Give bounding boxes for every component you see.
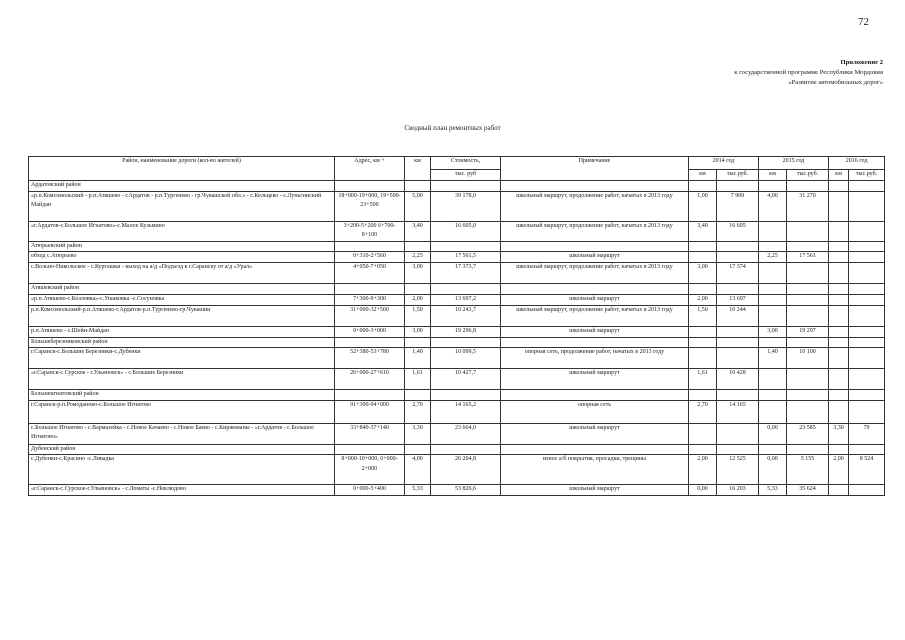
cell-km14: 1,61 (689, 369, 717, 390)
cell-km14: 2,00 (689, 294, 717, 305)
cell-km: 3,30 (405, 423, 431, 444)
cell-rub14: 7 909 (717, 191, 759, 221)
table-row (29, 252, 885, 263)
empty-cell (717, 241, 759, 252)
cell-km14: 3,00 (689, 263, 717, 284)
cell-name: обход с.Атюрьево (29, 252, 335, 263)
empty-cell (431, 284, 501, 295)
header-2016-rub: тыс.руб. (849, 170, 885, 181)
district-row (29, 241, 885, 252)
empty-cell (849, 444, 885, 455)
empty-cell (431, 444, 501, 455)
cell-km16 (829, 348, 849, 369)
cell-address: 0+310-2+560 (335, 252, 405, 263)
cell-name: «р.п.Комсомольский - р.п.Атяшево - г.Ардатов - р.п.Тургенево - гр.Чувашской обл.» - с.Кельцево - с.Луньгинский Майдан (29, 191, 335, 221)
empty-cell (501, 181, 689, 192)
empty-cell (689, 241, 717, 252)
empty-cell (759, 444, 787, 455)
cell-rub16 (849, 294, 885, 305)
empty-cell (849, 241, 885, 252)
cell-address: 52+380-53+780 (335, 348, 405, 369)
cell-cost: 17 373,7 (431, 263, 501, 284)
cell-cost: 39 178,0 (431, 191, 501, 221)
cell-km14: 1,00 (689, 191, 717, 221)
empty-cell (689, 390, 717, 401)
table-row (29, 305, 885, 326)
empty-cell (829, 284, 849, 295)
cell-note: школьный маршрут (501, 294, 689, 305)
empty-cell (829, 337, 849, 348)
repair-plan-table (28, 156, 885, 496)
cell-rub16 (849, 305, 885, 326)
cell-rub14 (717, 252, 759, 263)
appendix-line-2: «Развитие автомобильных дорог» (788, 79, 883, 86)
appendix-line-1: к государственной программе Республики Мордовия (734, 69, 883, 76)
cell-rub15: 35 624 (787, 485, 829, 496)
cell-rub16 (849, 400, 885, 423)
table-row (29, 326, 885, 337)
cell-km: 1,40 (405, 348, 431, 369)
cell-km15 (759, 221, 787, 241)
cell-address: 33+840-37+140 (335, 423, 405, 444)
cell-km16: 3,30 (829, 423, 849, 444)
empty-cell (717, 181, 759, 192)
cell-name: «р.п.Атяшево-с.Козловка»-с.Ушаковка -с.Сосуновка (29, 294, 335, 305)
cell-km14 (689, 252, 717, 263)
empty-cell (405, 241, 431, 252)
cell-km14: 2,70 (689, 400, 717, 423)
page-number: 72 (858, 16, 869, 28)
cell-cost: 53 826,6 (431, 485, 501, 496)
cell-rub16 (849, 252, 885, 263)
cell-address: 8+000-10+000, 0+000-2+000 (335, 455, 405, 485)
table-row (29, 400, 885, 423)
empty-cell (849, 337, 885, 348)
cell-km: 1,50 (405, 305, 431, 326)
cell-km14: 3,40 (689, 221, 717, 241)
cell-rub14 (717, 423, 759, 444)
empty-cell (787, 337, 829, 348)
cell-km: 4,00 (405, 455, 431, 485)
cell-km: 3,00 (405, 263, 431, 284)
cell-rub16 (849, 485, 885, 496)
cell-name: г.Саранск-р.п.Ромоданово-с.Большое Игнатово (29, 400, 335, 423)
district-name: Ардатовский район (29, 181, 335, 192)
cell-km: 3,40 (405, 221, 431, 241)
cell-rub14 (717, 326, 759, 337)
cell-rub16 (849, 369, 885, 390)
district-name: Атюрьевский район (29, 241, 335, 252)
cell-rub14: 14 165 (717, 400, 759, 423)
empty-cell (501, 241, 689, 252)
empty-cell (501, 444, 689, 455)
cell-cost: 10 427,7 (431, 369, 501, 390)
cell-address: 31+000-32+500 (335, 305, 405, 326)
cell-address: 91+300-94+000 (335, 400, 405, 423)
empty-cell (717, 337, 759, 348)
header-2014-rub: тыс.руб. (717, 170, 759, 181)
cell-km15: 3,00 (759, 326, 787, 337)
cell-km16 (829, 305, 849, 326)
cell-km15: 5,33 (759, 485, 787, 496)
cell-rub15: 23 585 (787, 423, 829, 444)
cell-name: с.Дубенки-с.Красино -с.Ливадка (29, 455, 335, 485)
empty-cell (689, 444, 717, 455)
table-body (29, 181, 885, 496)
cell-km: 3,00 (405, 326, 431, 337)
cell-km14 (689, 348, 717, 369)
cell-cost: 13 697,2 (431, 294, 501, 305)
cell-address: 0+000-3+000 (335, 326, 405, 337)
cell-km15: 0,00 (759, 455, 787, 485)
header-2016: 2016 год (829, 157, 885, 170)
cell-rub15 (787, 369, 829, 390)
table-row (29, 221, 885, 241)
cell-km: 2,00 (405, 294, 431, 305)
cell-rub14: 13 697 (717, 294, 759, 305)
cell-km15: 0,00 (759, 423, 787, 444)
cell-km16 (829, 485, 849, 496)
cell-address: 3+200-5+200 6+700-8+100 (335, 221, 405, 241)
cell-km16 (829, 369, 849, 390)
empty-cell (431, 337, 501, 348)
empty-cell (431, 181, 501, 192)
cell-rub15 (787, 400, 829, 423)
header-note: Примечание (501, 157, 689, 181)
cell-name: «г.Ардатов-с.Большое Игнатово»-с.Малое Кузьмино (29, 221, 335, 241)
empty-cell (759, 337, 787, 348)
cell-rub14 (717, 348, 759, 369)
empty-cell (501, 390, 689, 401)
empty-cell (759, 241, 787, 252)
cell-km16 (829, 294, 849, 305)
cell-note: опорная сеть, продолжение работ, начатых в 2013 году (501, 348, 689, 369)
table-row (29, 485, 885, 496)
cell-rub14: 12 525 (717, 455, 759, 485)
cell-name: «г.Саранск-с.Сурское - г.Ульяновск» - с.Большие Березники (29, 369, 335, 390)
cell-km16 (829, 326, 849, 337)
cell-address: 18+000-19+000, 19+500-23+500 (335, 191, 405, 221)
cell-rub15 (787, 263, 829, 284)
empty-cell (849, 390, 885, 401)
cell-cost: 23 664,0 (431, 423, 501, 444)
cell-km15 (759, 294, 787, 305)
cell-km16 (829, 400, 849, 423)
district-name: Большеберезниковский район (29, 337, 335, 348)
empty-cell (849, 284, 885, 295)
empty-cell (501, 284, 689, 295)
appendix-title: Приложение 2 (840, 59, 883, 66)
cell-cost: 10 243,7 (431, 305, 501, 326)
header-2015-rub: тыс.руб. (787, 170, 829, 181)
district-name: Дубенский район (29, 444, 335, 455)
empty-cell (759, 181, 787, 192)
cell-rub15: 31 270 (787, 191, 829, 221)
header-2014-km: км (689, 170, 717, 181)
header-km: км (405, 157, 431, 181)
cell-address: 7+300-9+300 (335, 294, 405, 305)
empty-cell (689, 181, 717, 192)
empty-cell (335, 181, 405, 192)
cell-rub16: 8 524 (849, 455, 885, 485)
table-row (29, 369, 885, 390)
empty-cell (759, 284, 787, 295)
empty-cell (689, 284, 717, 295)
empty-cell (405, 181, 431, 192)
empty-cell (717, 390, 759, 401)
table-row (29, 294, 885, 305)
header-2015: 2015 год (759, 157, 829, 170)
cell-km15: 4,00 (759, 191, 787, 221)
cell-km: 5,33 (405, 485, 431, 496)
header-2014: 2014 год (689, 157, 759, 170)
cell-km: 5,00 (405, 191, 431, 221)
cell-rub15: 19 297 (787, 326, 829, 337)
cell-cost: 16 605,0 (431, 221, 501, 241)
cell-note: школьный маршрут (501, 369, 689, 390)
cell-km16: 2,00 (829, 455, 849, 485)
empty-cell (405, 337, 431, 348)
cell-note: школьный маршрут (501, 326, 689, 337)
empty-cell (829, 390, 849, 401)
cell-rub16 (849, 326, 885, 337)
empty-cell (787, 390, 829, 401)
cell-rub14: 17 374 (717, 263, 759, 284)
empty-cell (335, 241, 405, 252)
cell-rub15: 10 100 (787, 348, 829, 369)
header-cost-unit: тыс. руб (431, 170, 501, 181)
cell-rub15 (787, 221, 829, 241)
cell-cost: 14 165,2 (431, 400, 501, 423)
empty-cell (335, 337, 405, 348)
cell-km: 2,70 (405, 400, 431, 423)
empty-cell (717, 444, 759, 455)
header-2016-km: км (829, 170, 849, 181)
empty-cell (787, 444, 829, 455)
empty-cell (849, 181, 885, 192)
cell-note: опорная сеть (501, 400, 689, 423)
cell-km14: 1,50 (689, 305, 717, 326)
empty-cell (759, 390, 787, 401)
cell-km16 (829, 221, 849, 241)
empty-cell (787, 181, 829, 192)
empty-cell (335, 444, 405, 455)
cell-rub16 (849, 221, 885, 241)
cell-km14: 0,00 (689, 485, 717, 496)
table-row (29, 455, 885, 485)
cell-km15: 1,40 (759, 348, 787, 369)
cell-km14 (689, 326, 717, 337)
cell-km15 (759, 369, 787, 390)
cell-rub16 (849, 348, 885, 369)
cell-note: школьный маршрут (501, 423, 689, 444)
header-address: Адрес, км + (335, 157, 405, 181)
table-row (29, 423, 885, 444)
cell-km15 (759, 263, 787, 284)
cell-rub15: 17 561 (787, 252, 829, 263)
cell-cost: 17 561,5 (431, 252, 501, 263)
cell-address: 26+000-27+610 (335, 369, 405, 390)
table-row (29, 263, 885, 284)
empty-cell (829, 444, 849, 455)
document-title: Сводный план ремонтных работ (404, 124, 501, 132)
district-row (29, 390, 885, 401)
cell-rub15: 5 155 (787, 455, 829, 485)
empty-cell (431, 390, 501, 401)
cell-name: с.Большое Игнатово - с.Вармазейка - с.Новое Качаево - с.Новое Баево - с.Киржеманы - «г.Ардатов - с.Большое Игнатово» (29, 423, 335, 444)
cell-cost: 19 296,8 (431, 326, 501, 337)
cell-note: школьный маршрут, продолжение работ, начатых в 2013 году (501, 221, 689, 241)
cell-cost: 26 204,8 (431, 455, 501, 485)
cell-note: школьный маршрут (501, 485, 689, 496)
cell-name: р.п.Комсомольский-р.п.Атяшево-г.Ардатов-р.п.Тургенево-гр.Чувашии (29, 305, 335, 326)
cell-rub14: 10 428 (717, 369, 759, 390)
cell-note: школьный маршрут (501, 252, 689, 263)
empty-cell (405, 444, 431, 455)
empty-cell (335, 390, 405, 401)
cell-note: школьный маршрут, продолжение работ, начатых в 2013 году (501, 191, 689, 221)
cell-note: школьный маршрут, продолжение работ, начатых в 2013 году (501, 263, 689, 284)
district-row (29, 337, 885, 348)
empty-cell (405, 284, 431, 295)
cell-address: 4+050-7+050 (335, 263, 405, 284)
cell-name: г.Саранск-с.Большие Березники-с.Дубенки (29, 348, 335, 369)
empty-cell (787, 241, 829, 252)
cell-km: 1,61 (405, 369, 431, 390)
empty-cell (501, 337, 689, 348)
empty-cell (717, 284, 759, 295)
cell-cost: 10 099,5 (431, 348, 501, 369)
cell-km16 (829, 263, 849, 284)
cell-km14 (689, 423, 717, 444)
cell-rub14: 16 605 (717, 221, 759, 241)
empty-cell (431, 241, 501, 252)
cell-rub16 (849, 263, 885, 284)
table-row (29, 348, 885, 369)
cell-name: с.Вольно-Никольское - с.Кургашки - выход на а/д «Подъезд к г.Саранску от а/д «Урал» (29, 263, 335, 284)
cell-km: 2,25 (405, 252, 431, 263)
cell-rub16: 79 (849, 423, 885, 444)
empty-cell (335, 284, 405, 295)
district-row (29, 284, 885, 295)
header-2015-km: км (759, 170, 787, 181)
cell-rub14: 16 203 (717, 485, 759, 496)
cell-address: 0+000-5+400 (335, 485, 405, 496)
empty-cell (689, 337, 717, 348)
appendix-header (734, 58, 883, 88)
cell-km15 (759, 400, 787, 423)
cell-km15 (759, 305, 787, 326)
district-row (29, 444, 885, 455)
cell-km16 (829, 252, 849, 263)
empty-cell (405, 390, 431, 401)
cell-rub14: 10 244 (717, 305, 759, 326)
cell-km16 (829, 191, 849, 221)
district-name: Большеигнатовский район (29, 390, 335, 401)
cell-note: школьный маршрут, продолжение работ, начатых в 2013 году (501, 305, 689, 326)
cell-rub15 (787, 305, 829, 326)
cell-name: «г.Саранск-с.Сурское-г.Ульяновск» - с.Ломаты -с.Неклюдово (29, 485, 335, 496)
cell-km15: 2,25 (759, 252, 787, 263)
empty-cell (829, 181, 849, 192)
header-cost: Стоимость, (431, 157, 501, 170)
table-row (29, 191, 885, 221)
empty-cell (829, 241, 849, 252)
district-row (29, 181, 885, 192)
cell-rub15 (787, 294, 829, 305)
cell-name: р.п.Атяшево - с.Шейн-Майдан (29, 326, 335, 337)
cell-note: износ а/б покрытия, просадки, трещины (501, 455, 689, 485)
header-name: Район, наименование дороги (кол-во жителей) (29, 157, 335, 181)
district-name: Атяшевский район (29, 284, 335, 295)
empty-cell (787, 284, 829, 295)
cell-rub16 (849, 191, 885, 221)
cell-km14: 2,00 (689, 455, 717, 485)
